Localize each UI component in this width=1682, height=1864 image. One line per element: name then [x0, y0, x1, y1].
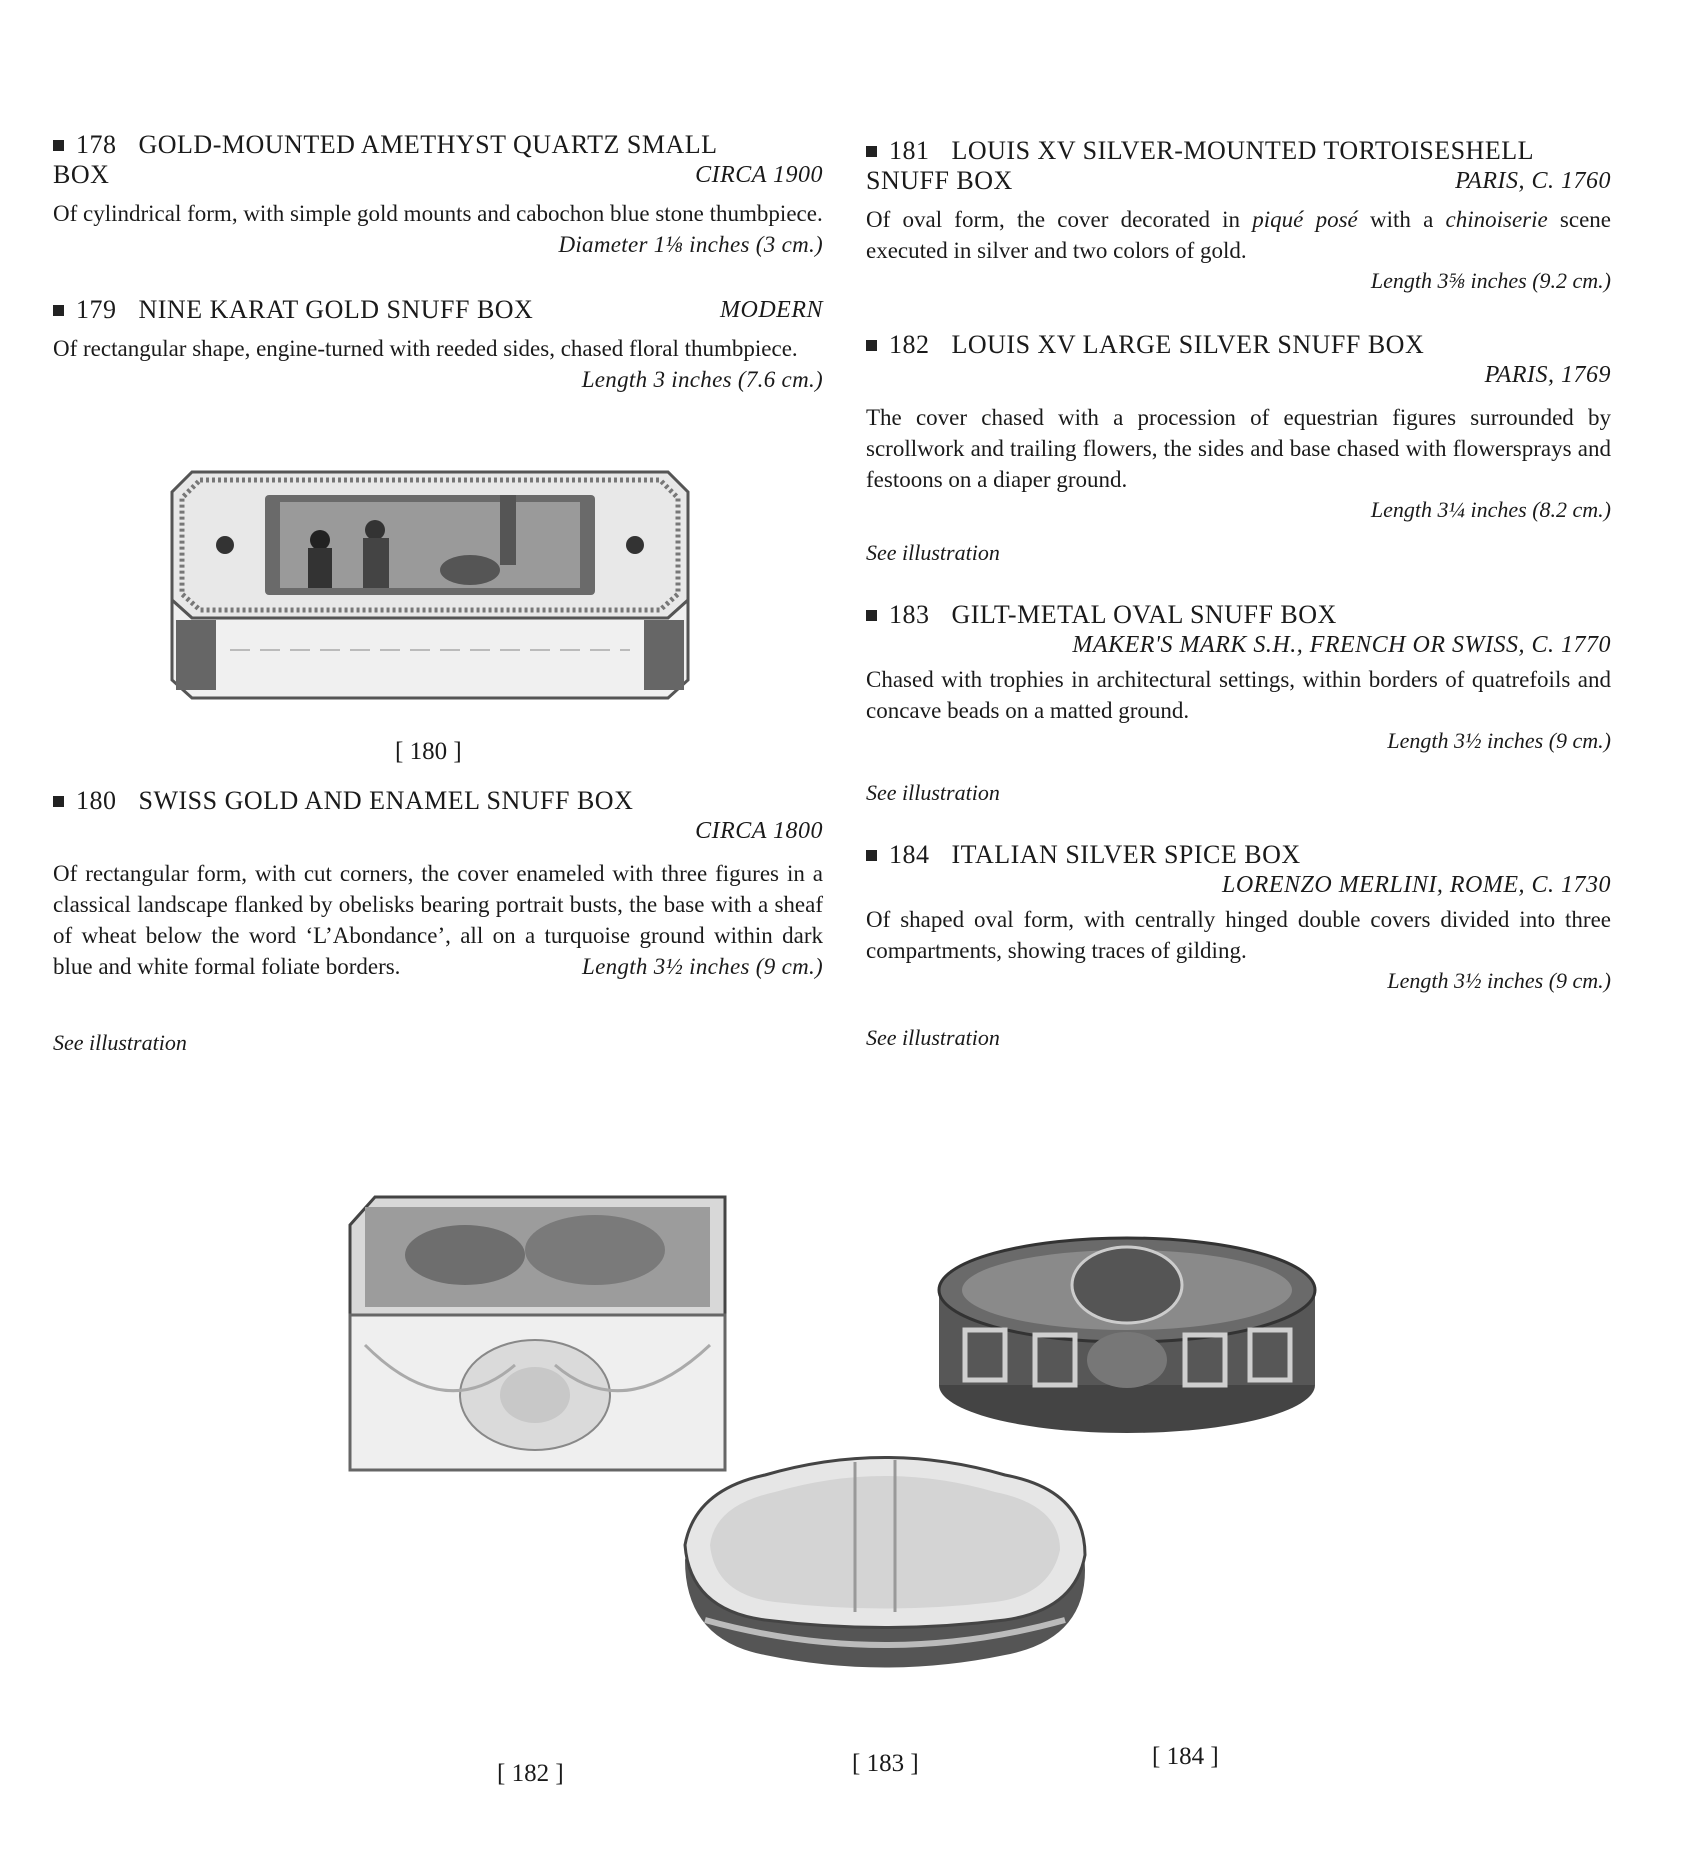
description-italic: piqué posé: [1252, 207, 1358, 232]
lot-heading: [53, 786, 823, 816]
lot-size: Length 3½ inches (9 cm.): [1387, 968, 1611, 993]
lot-date: CIRCA 1900: [695, 162, 823, 188]
see-illustration-180: See illustration: [53, 1030, 187, 1055]
lot-title-cont: BOX: [53, 160, 110, 189]
illustration-180-enamel-box: [170, 470, 690, 702]
lot-179: [53, 295, 823, 395]
lot-title: GOLD-MOUNTED AMETHYST QUARTZ SMALL: [138, 130, 718, 159]
lot-size: Length 3⅝ inches (9.2 cm.): [1370, 268, 1611, 293]
see-illustration-182: See illustration: [866, 540, 1000, 565]
lot-size: Diameter 1⅛ inches (3 cm.): [558, 232, 823, 257]
lot-heading: [866, 600, 1611, 630]
lot-heading: [866, 840, 1611, 870]
see-illustration-184: See illustration: [866, 1025, 1000, 1050]
description-text: scene executed in silver and two colors of gold.: [866, 207, 1612, 263]
bullet-square-icon: [53, 796, 64, 807]
illustration-184-spice-box: [665, 1440, 1105, 1680]
lot-date: MODERN: [720, 297, 823, 323]
lot-184: [866, 840, 1611, 996]
lot-description: [53, 333, 823, 392]
lot-date: PARIS, C. 1760: [1455, 168, 1611, 194]
lot-number: 183: [889, 600, 930, 629]
bullet-square-icon: [866, 146, 877, 157]
lot-heading: [53, 130, 823, 160]
lot-number: 180: [76, 786, 117, 815]
lot-description: [53, 858, 823, 982]
bullet-square-icon: [866, 340, 877, 351]
lot-title: SWISS GOLD AND ENAMEL SNUFF BOX: [138, 786, 634, 815]
caption-184: [ 184 ]: [1152, 1743, 1219, 1770]
lot-date: PARIS, 1769: [1484, 362, 1611, 388]
lot-title: NINE KARAT GOLD SNUFF BOX: [138, 295, 534, 324]
lot-size: Length 3 inches (7.6 cm.): [581, 367, 823, 392]
illustration-182-silver-box: [345, 1195, 730, 1475]
lot-183: [866, 600, 1611, 756]
lot-title-cont: SNUFF BOX: [866, 166, 1013, 195]
bullet-square-icon: [53, 140, 64, 151]
lot-180: [53, 786, 823, 982]
see-illustration-183: See illustration: [866, 780, 1000, 805]
lot-number: 181: [889, 136, 930, 165]
bullet-square-icon: [866, 610, 877, 621]
lot-description: The cover chased with a procession of equestrian figures surrounded by scrollwork and trailing flowers, the sides and base chased with flowersprays and festoons on a diaper ground.: [866, 405, 1611, 492]
lot-date: LORENZO MERLINI, ROME, C. 1730: [1222, 872, 1611, 898]
lot-title: GILT-METAL OVAL SNUFF BOX: [951, 600, 1337, 629]
caption-180: [ 180 ]: [395, 738, 462, 765]
lot-size: Length 3½ inches (9 cm.): [1387, 728, 1611, 753]
description-text: Of cylindrical form, with simple gold mounts and cabochon blue stone thumbpiece.: [53, 201, 823, 226]
lot-title: LOUIS XV LARGE SILVER SNUFF BOX: [951, 330, 1425, 359]
description-italic: chinoiserie: [1445, 207, 1548, 232]
lot-number: 184: [889, 840, 930, 869]
lot-description: Chased with trophies in architectural settings, within borders of quatrefoils and concave beads on a matted ground.: [866, 667, 1611, 723]
lot-description: Of shaped oval form, with centrally hinged double covers divided into three compartments, showing traces of gilding.: [866, 907, 1611, 963]
caption-183: [ 183 ]: [852, 1750, 919, 1777]
lot-date: CIRCA 1800: [695, 818, 823, 844]
lot-description: [53, 198, 823, 257]
lot-181: [866, 136, 1611, 296]
lot-182: [866, 330, 1611, 525]
lot-title: ITALIAN SILVER SPICE BOX: [951, 840, 1301, 869]
description-text: Of rectangular form, with cut corners, the cover enameled with three figures in a classical landscape flanked by obelisks bearing portrait busts, the base with a sheaf of wheat below the word ‘L’Abondance’, all on a turquoise ground within dark blue and white formal foliate borders.: [53, 861, 823, 979]
lot-title: LOUIS XV SILVER-MOUNTED TORTOISESHELL: [951, 136, 1534, 165]
lot-heading: [866, 330, 1611, 360]
lot-heading: [53, 295, 533, 324]
bullet-square-icon: [866, 850, 877, 861]
description-text: Of rectangular shape, engine-turned with reeded sides, chased floral thumbpiece.: [53, 336, 798, 361]
lot-date: MAKER'S MARK S.H., FRENCH OR SWISS, C. 1770: [1072, 632, 1611, 658]
description-text: with a: [1357, 207, 1446, 232]
lot-number: 178: [76, 130, 117, 159]
lot-number: 179: [76, 295, 117, 324]
bullet-square-icon: [53, 305, 64, 316]
lot-size: Length 3½ inches (9 cm.): [582, 954, 823, 979]
lot-number: 182: [889, 330, 930, 359]
lot-description: [866, 204, 1611, 266]
description-text: Of oval form, the cover decorated in: [866, 207, 1253, 232]
illustration-183-gilt-metal-box: [935, 1235, 1320, 1435]
caption-182: [ 182 ]: [497, 1760, 564, 1787]
lot-178: [53, 130, 823, 260]
lot-heading: [866, 136, 1611, 166]
lot-size: Length 3¼ inches (8.2 cm.): [1370, 497, 1611, 522]
